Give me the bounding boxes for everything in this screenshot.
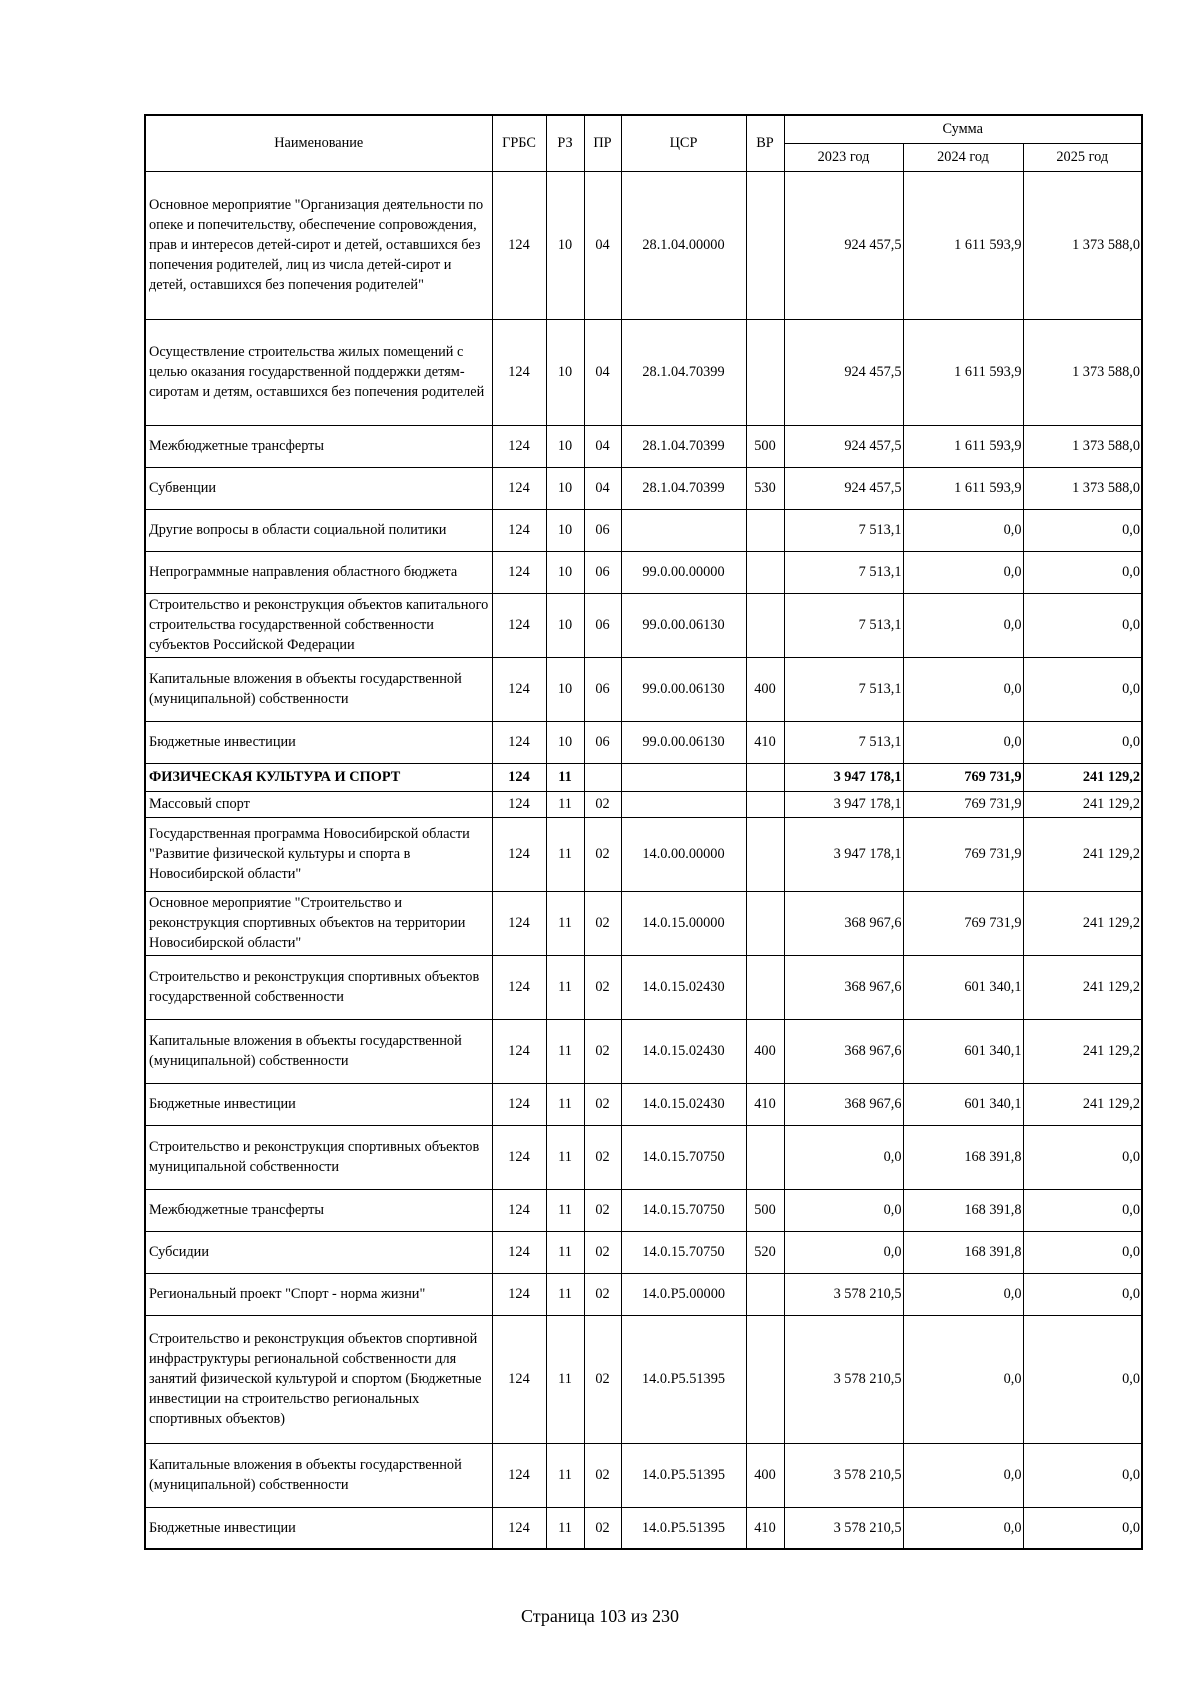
row-sum-2025: 241 129,2 (1023, 763, 1142, 791)
row-sum-2024: 0,0 (903, 1507, 1023, 1549)
row-grbs: 124 (492, 1507, 546, 1549)
row-vr: 520 (746, 1231, 784, 1273)
row-sum-2023: 3 578 210,5 (784, 1507, 903, 1549)
row-pr: 02 (584, 817, 621, 891)
row-rz: 11 (546, 1273, 584, 1315)
row-csr: 14.0.P5.51395 (621, 1507, 746, 1549)
row-csr: 14.0.15.02430 (621, 1019, 746, 1083)
row-rz: 11 (546, 891, 584, 955)
row-vr: 400 (746, 1019, 784, 1083)
row-sum-2023: 3 947 178,1 (784, 763, 903, 791)
row-grbs: 124 (492, 763, 546, 791)
row-rz: 10 (546, 319, 584, 425)
row-name: ФИЗИЧЕСКАЯ КУЛЬТУРА И СПОРТ (145, 763, 492, 791)
row-sum-2024: 168 391,8 (903, 1231, 1023, 1273)
row-vr (746, 763, 784, 791)
table-header (145, 115, 1142, 171)
header-csr: ЦСР (621, 115, 746, 171)
table-row (145, 467, 1142, 509)
row-pr: 02 (584, 1507, 621, 1549)
row-pr: 06 (584, 509, 621, 551)
table-row (145, 1019, 1142, 1083)
row-grbs: 124 (492, 551, 546, 593)
row-vr (746, 817, 784, 891)
row-vr: 410 (746, 1507, 784, 1549)
row-pr: 02 (584, 1443, 621, 1507)
table-row (145, 509, 1142, 551)
row-csr: 14.0.15.02430 (621, 1083, 746, 1125)
row-rz: 11 (546, 1443, 584, 1507)
row-sum-2023: 924 457,5 (784, 425, 903, 467)
row-sum-2024: 0,0 (903, 721, 1023, 763)
table-row (145, 1315, 1142, 1443)
row-name: Капитальные вложения в объекты государственной (муниципальной) собственности (145, 1019, 492, 1083)
row-name: Бюджетные инвестиции (145, 1083, 492, 1125)
row-grbs: 124 (492, 1315, 546, 1443)
table-row (145, 171, 1142, 319)
row-sum-2025: 241 129,2 (1023, 817, 1142, 891)
row-sum-2024: 769 731,9 (903, 763, 1023, 791)
row-grbs: 124 (492, 467, 546, 509)
row-grbs: 124 (492, 1019, 546, 1083)
row-pr (584, 763, 621, 791)
row-pr: 02 (584, 1315, 621, 1443)
row-name: Государственная программа Новосибирской области "Развитие физической культуры и спорта в Новосибирской области" (145, 817, 492, 891)
row-sum-2024: 0,0 (903, 1443, 1023, 1507)
row-name: Другие вопросы в области социальной политики (145, 509, 492, 551)
row-sum-2025: 0,0 (1023, 721, 1142, 763)
row-pr: 02 (584, 1273, 621, 1315)
row-grbs: 124 (492, 657, 546, 721)
table-row (145, 657, 1142, 721)
row-vr (746, 509, 784, 551)
row-name: Основное мероприятие "Организация деятельности по опеке и попечительству, обеспечение сопровождения, прав и интересов детей-сирот и детей, оставшихся без попечения родителей, лиц из числа детей-сирот и детей, оставшихся без попечения родителей" (145, 171, 492, 319)
row-sum-2025: 241 129,2 (1023, 955, 1142, 1019)
row-name: Бюджетные инвестиции (145, 1507, 492, 1549)
row-rz: 11 (546, 1125, 584, 1189)
row-name: Капитальные вложения в объекты государственной (муниципальной) собственности (145, 1443, 492, 1507)
row-sum-2025: 0,0 (1023, 593, 1142, 657)
row-name: Массовый спорт (145, 791, 492, 817)
row-csr (621, 791, 746, 817)
row-sum-2024: 601 340,1 (903, 1019, 1023, 1083)
row-rz: 11 (546, 1231, 584, 1273)
row-grbs: 124 (492, 721, 546, 763)
row-rz: 10 (546, 721, 584, 763)
row-vr (746, 171, 784, 319)
row-grbs: 124 (492, 1083, 546, 1125)
row-sum-2023: 7 513,1 (784, 551, 903, 593)
row-sum-2025: 1 373 588,0 (1023, 425, 1142, 467)
row-name: Региональный проект "Спорт - норма жизни" (145, 1273, 492, 1315)
row-sum-2024: 1 611 593,9 (903, 171, 1023, 319)
header-grbs: ГРБС (492, 115, 546, 171)
row-vr: 410 (746, 721, 784, 763)
header-year-2024: 2024 год (903, 143, 1023, 171)
row-pr: 02 (584, 891, 621, 955)
row-sum-2023: 3 947 178,1 (784, 791, 903, 817)
row-name: Строительство и реконструкция объектов капитального строительства государственной собственности субъектов Российской Федерации (145, 593, 492, 657)
row-name: Осуществление строительства жилых помещений с целью оказания государственной поддержки детям-сиротам и детям, оставшихся без попечения родителей (145, 319, 492, 425)
row-pr: 02 (584, 955, 621, 1019)
row-sum-2025: 241 129,2 (1023, 891, 1142, 955)
row-sum-2024: 769 731,9 (903, 791, 1023, 817)
table-row (145, 891, 1142, 955)
row-vr: 530 (746, 467, 784, 509)
row-sum-2023: 0,0 (784, 1231, 903, 1273)
row-sum-2023: 3 578 210,5 (784, 1315, 903, 1443)
row-pr: 02 (584, 1083, 621, 1125)
budget-table (144, 114, 1143, 1550)
table-row (145, 1443, 1142, 1507)
row-sum-2024: 769 731,9 (903, 817, 1023, 891)
table-body (145, 171, 1142, 1549)
row-rz: 10 (546, 171, 584, 319)
row-rz: 11 (546, 817, 584, 891)
row-sum-2025: 241 129,2 (1023, 1083, 1142, 1125)
row-csr: 28.1.04.70399 (621, 319, 746, 425)
row-sum-2023: 924 457,5 (784, 467, 903, 509)
row-csr: 14.0.P5.00000 (621, 1273, 746, 1315)
row-pr: 06 (584, 593, 621, 657)
row-pr: 04 (584, 319, 621, 425)
row-rz: 10 (546, 593, 584, 657)
row-grbs: 124 (492, 319, 546, 425)
row-sum-2025: 1 373 588,0 (1023, 467, 1142, 509)
row-vr: 400 (746, 1443, 784, 1507)
row-name: Строительство и реконструкция спортивных объектов муниципальной собственности (145, 1125, 492, 1189)
header-pr: ПР (584, 115, 621, 171)
row-sum-2024: 601 340,1 (903, 955, 1023, 1019)
row-grbs: 124 (492, 425, 546, 467)
row-rz: 11 (546, 791, 584, 817)
table-row (145, 763, 1142, 791)
row-vr (746, 1125, 784, 1189)
row-sum-2023: 3 578 210,5 (784, 1443, 903, 1507)
row-pr: 02 (584, 1189, 621, 1231)
row-sum-2023: 7 513,1 (784, 721, 903, 763)
row-sum-2024: 1 611 593,9 (903, 319, 1023, 425)
row-pr: 02 (584, 1231, 621, 1273)
row-sum-2025: 0,0 (1023, 1273, 1142, 1315)
row-csr: 14.0.15.02430 (621, 955, 746, 1019)
row-grbs: 124 (492, 1443, 546, 1507)
table-row (145, 1125, 1142, 1189)
row-sum-2023: 7 513,1 (784, 657, 903, 721)
row-csr: 99.0.00.06130 (621, 593, 746, 657)
row-sum-2024: 168 391,8 (903, 1189, 1023, 1231)
row-rz: 11 (546, 1083, 584, 1125)
table-row (145, 551, 1142, 593)
table-row (145, 593, 1142, 657)
row-sum-2023: 368 967,6 (784, 1019, 903, 1083)
row-name: Субвенции (145, 467, 492, 509)
row-sum-2024: 168 391,8 (903, 1125, 1023, 1189)
row-sum-2023: 368 967,6 (784, 891, 903, 955)
row-csr: 14.0.P5.51395 (621, 1315, 746, 1443)
row-vr: 500 (746, 1189, 784, 1231)
row-sum-2023: 924 457,5 (784, 171, 903, 319)
row-grbs: 124 (492, 509, 546, 551)
row-sum-2025: 0,0 (1023, 1443, 1142, 1507)
row-vr: 400 (746, 657, 784, 721)
row-csr: 14.0.P5.51395 (621, 1443, 746, 1507)
row-sum-2024: 1 611 593,9 (903, 467, 1023, 509)
row-grbs: 124 (492, 171, 546, 319)
row-sum-2024: 601 340,1 (903, 1083, 1023, 1125)
row-grbs: 124 (492, 593, 546, 657)
row-rz: 11 (546, 1315, 584, 1443)
row-pr: 02 (584, 791, 621, 817)
row-grbs: 124 (492, 955, 546, 1019)
row-pr: 04 (584, 467, 621, 509)
row-sum-2025: 1 373 588,0 (1023, 319, 1142, 425)
table-row (145, 1231, 1142, 1273)
row-rz: 10 (546, 467, 584, 509)
row-sum-2023: 0,0 (784, 1189, 903, 1231)
row-pr: 04 (584, 171, 621, 319)
header-year-2025: 2025 год (1023, 143, 1142, 171)
row-csr: 99.0.00.00000 (621, 551, 746, 593)
row-sum-2025: 0,0 (1023, 551, 1142, 593)
header-vr: ВР (746, 115, 784, 171)
row-grbs: 124 (492, 1231, 546, 1273)
row-sum-2024: 0,0 (903, 551, 1023, 593)
row-grbs: 124 (492, 1273, 546, 1315)
row-sum-2024: 0,0 (903, 1315, 1023, 1443)
page-number: Страница 103 из 230 (521, 1606, 679, 1626)
row-grbs: 124 (492, 1125, 546, 1189)
row-sum-2025: 0,0 (1023, 1189, 1142, 1231)
row-csr: 14.0.00.00000 (621, 817, 746, 891)
row-sum-2024: 769 731,9 (903, 891, 1023, 955)
row-sum-2025: 241 129,2 (1023, 791, 1142, 817)
row-pr: 06 (584, 657, 621, 721)
row-sum-2024: 1 611 593,9 (903, 425, 1023, 467)
row-csr: 28.1.04.00000 (621, 171, 746, 319)
row-name: Межбюджетные трансферты (145, 1189, 492, 1231)
table-row (145, 817, 1142, 891)
row-csr: 28.1.04.70399 (621, 425, 746, 467)
table-row (145, 791, 1142, 817)
row-vr (746, 891, 784, 955)
header-sum: Сумма (784, 115, 1142, 143)
table-row (145, 721, 1142, 763)
row-rz: 11 (546, 1189, 584, 1231)
row-sum-2024: 0,0 (903, 593, 1023, 657)
row-grbs: 124 (492, 817, 546, 891)
row-rz: 11 (546, 763, 584, 791)
row-sum-2023: 924 457,5 (784, 319, 903, 425)
row-rz: 11 (546, 1019, 584, 1083)
row-name: Строительство и реконструкция объектов спортивной инфраструктуры региональной собственности для занятий физической культурой и спортом (Бюджетные инвестиции на строительство региональных спортивных объектов) (145, 1315, 492, 1443)
row-sum-2025: 0,0 (1023, 1231, 1142, 1273)
row-pr: 04 (584, 425, 621, 467)
row-vr (746, 593, 784, 657)
row-csr: 14.0.15.00000 (621, 891, 746, 955)
row-rz: 11 (546, 955, 584, 1019)
row-csr: 14.0.15.70750 (621, 1189, 746, 1231)
row-csr: 28.1.04.70399 (621, 467, 746, 509)
row-csr (621, 509, 746, 551)
row-csr: 14.0.15.70750 (621, 1125, 746, 1189)
row-rz: 10 (546, 509, 584, 551)
table-row (145, 1273, 1142, 1315)
row-sum-2025: 241 129,2 (1023, 1019, 1142, 1083)
row-vr: 410 (746, 1083, 784, 1125)
row-pr: 06 (584, 721, 621, 763)
row-grbs: 124 (492, 791, 546, 817)
row-sum-2025: 0,0 (1023, 1125, 1142, 1189)
row-sum-2025: 0,0 (1023, 1507, 1142, 1549)
row-vr (746, 551, 784, 593)
table-row (145, 955, 1142, 1019)
row-pr: 06 (584, 551, 621, 593)
table-row (145, 319, 1142, 425)
row-sum-2024: 0,0 (903, 657, 1023, 721)
row-rz: 10 (546, 425, 584, 467)
row-name: Бюджетные инвестиции (145, 721, 492, 763)
row-sum-2023: 368 967,6 (784, 955, 903, 1019)
row-pr: 02 (584, 1019, 621, 1083)
header-name: Наименование (145, 115, 492, 171)
header-year-2023: 2023 год (784, 143, 903, 171)
table-row (145, 1507, 1142, 1549)
row-csr (621, 763, 746, 791)
row-sum-2023: 3 578 210,5 (784, 1273, 903, 1315)
row-sum-2023: 368 967,6 (784, 1083, 903, 1125)
row-vr (746, 1315, 784, 1443)
row-rz: 10 (546, 657, 584, 721)
row-sum-2025: 0,0 (1023, 509, 1142, 551)
row-name: Субсидии (145, 1231, 492, 1273)
row-sum-2025: 0,0 (1023, 657, 1142, 721)
row-grbs: 124 (492, 1189, 546, 1231)
row-name: Основное мероприятие "Строительство и реконструкция спортивных объектов на территории Новосибирской области" (145, 891, 492, 955)
row-name: Капитальные вложения в объекты государственной (муниципальной) собственности (145, 657, 492, 721)
row-sum-2023: 7 513,1 (784, 509, 903, 551)
row-name: Непрограммные направления областного бюджета (145, 551, 492, 593)
row-sum-2023: 7 513,1 (784, 593, 903, 657)
row-vr (746, 1273, 784, 1315)
row-sum-2023: 0,0 (784, 1125, 903, 1189)
row-grbs: 124 (492, 891, 546, 955)
row-sum-2024: 0,0 (903, 1273, 1023, 1315)
row-vr (746, 791, 784, 817)
row-vr (746, 319, 784, 425)
table-row (145, 1083, 1142, 1125)
row-csr: 99.0.00.06130 (621, 657, 746, 721)
row-csr: 14.0.15.70750 (621, 1231, 746, 1273)
row-sum-2023: 3 947 178,1 (784, 817, 903, 891)
row-sum-2024: 0,0 (903, 509, 1023, 551)
row-name: Строительство и реконструкция спортивных объектов государственной собственности (145, 955, 492, 1019)
row-pr: 02 (584, 1125, 621, 1189)
header-rz: РЗ (546, 115, 584, 171)
row-sum-2025: 1 373 588,0 (1023, 171, 1142, 319)
table-row (145, 1189, 1142, 1231)
row-rz: 11 (546, 1507, 584, 1549)
row-vr: 500 (746, 425, 784, 467)
row-name: Межбюджетные трансферты (145, 425, 492, 467)
row-vr (746, 955, 784, 1019)
row-csr: 99.0.00.06130 (621, 721, 746, 763)
row-sum-2025: 0,0 (1023, 1315, 1142, 1443)
table-row (145, 425, 1142, 467)
row-rz: 10 (546, 551, 584, 593)
